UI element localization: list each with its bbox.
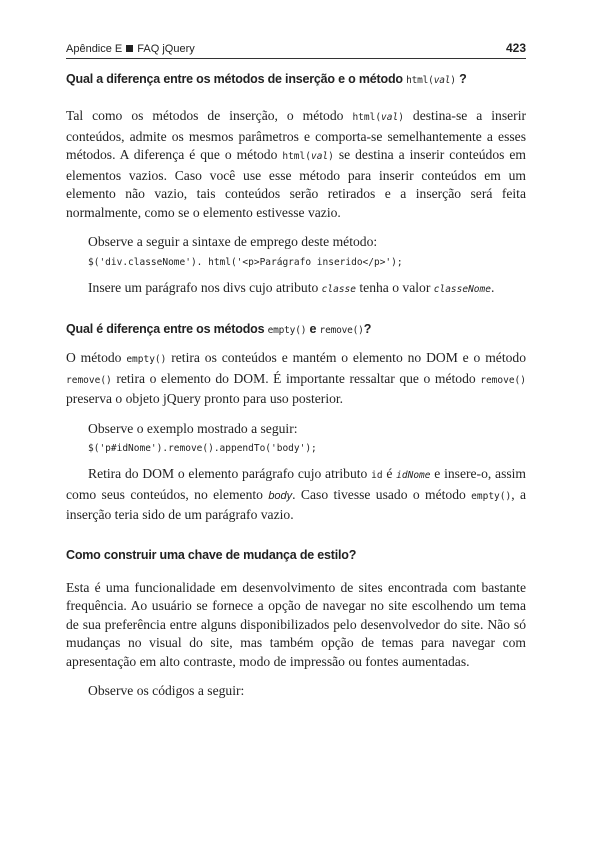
heading-text: Qual é diferença entre os métodos [66, 322, 268, 336]
heading-text: ? [363, 322, 372, 336]
text: Tal como os métodos de inserção, o método [66, 108, 353, 123]
heading-code: remove() [319, 325, 364, 336]
heading-text: e [306, 322, 320, 336]
text: tenha o valor [356, 279, 434, 295]
paragraph: Esta é uma funcionalidade em desenvolvimento de sites encontrada com bastante frequência. Ao usuário se fornece a opção de navegar no site escolhendo um tema de sua preferência entre alguns disponibilizados pelo desenvolvedor do site. Não só mudanças no visual do site, mas também opção de temas para navegar com apresentação em alto contraste, modo de impressão ou fontes aumentadas. [66, 579, 526, 669]
code-text: html( [352, 112, 382, 123]
inline-code: remove() [66, 374, 112, 386]
text: Insere um parágrafo nos divs cujo atributo [88, 279, 322, 295]
code-block: $('p#idNome').remove().appendTo('body'); [88, 443, 317, 454]
text: retira o elemento do DOM. É importante ressaltar que o método [111, 370, 481, 386]
paragraph [66, 279, 526, 300]
paragraph: Observe a seguir a sintaxe de emprego deste método: [88, 234, 378, 249]
code-block: $('div.classeNome'). html('<p>Parágrafo inserido</p>'); [88, 256, 403, 268]
code-text: ) [450, 75, 456, 86]
code-italic: val [433, 75, 451, 86]
text: . [490, 279, 495, 295]
text: . Caso tivesse usado o método [292, 486, 472, 502]
square-bullet-icon [126, 45, 133, 52]
heading-text: ? [455, 72, 467, 86]
code-italic: val [310, 151, 329, 162]
text: se destina a inserir conteúdos em elementos vazios. Caso você use esse método para inserir conteúdos em um elemento não vazio, tais conteúdos serão retirados e a inserção será feita normalmente, como se o elemento estivesse vazio. [66, 147, 526, 220]
section-heading-empty-remove [66, 322, 526, 336]
heading-text: Qual a diferença entre os métodos de inserção e o método [66, 72, 407, 86]
paragraph [66, 107, 526, 222]
heading-code: empty() [267, 325, 307, 336]
paragraph [66, 465, 526, 525]
running-header [66, 38, 526, 59]
code-text: ) [328, 151, 334, 162]
italic-code: classeNome [433, 283, 491, 295]
inline-code: id [371, 470, 383, 481]
inline-code [352, 112, 404, 123]
header-left [66, 43, 195, 55]
text: preserva o objeto jQuery pronto para uso posterior. [66, 391, 344, 406]
heading-code [406, 75, 456, 86]
paragraph [66, 349, 526, 409]
text: e insere-o, assim como seus conteúdos, no elemento [66, 466, 527, 502]
text: O método [66, 350, 127, 365]
content [66, 72, 526, 701]
italic-code: idNome [396, 470, 431, 481]
section-heading-html [66, 72, 526, 86]
inline-code: empty() [471, 490, 512, 502]
chapter-label: Apêndice E [66, 43, 123, 55]
text: destina-se a inserir conteúdos, admite os mesmos parâmetros e comporta-se semelhantemente a esses métodos. A diferença é que o método [66, 108, 527, 162]
inline-code: remove() [480, 374, 526, 386]
text: , a inserção teria sido de um parágrafo vazio. [66, 486, 526, 522]
text: Retira do DOM o elemento parágrafo cujo atributo [88, 466, 372, 481]
italic-term: body [268, 489, 293, 502]
text: retira os conteúdos e mantém o elemento no DOM e o método [166, 350, 526, 365]
italic-code: classe [321, 283, 356, 295]
page-number: 423 [505, 41, 526, 55]
paragraph: Observe os códigos a seguir: [88, 683, 245, 698]
code-text: html( [282, 151, 311, 162]
section-label: FAQ jQuery [137, 43, 195, 55]
section-heading-style-switch: Como construir uma chave de mudança de estilo? [66, 547, 357, 562]
paragraph: Observe o exemplo mostrado a seguir: [88, 420, 298, 436]
inline-code: empty() [126, 354, 167, 365]
code-italic: val [381, 112, 399, 123]
code-text: ) [398, 112, 404, 123]
text: é [382, 466, 397, 481]
inline-code [282, 151, 334, 162]
code-text: html( [406, 75, 434, 86]
